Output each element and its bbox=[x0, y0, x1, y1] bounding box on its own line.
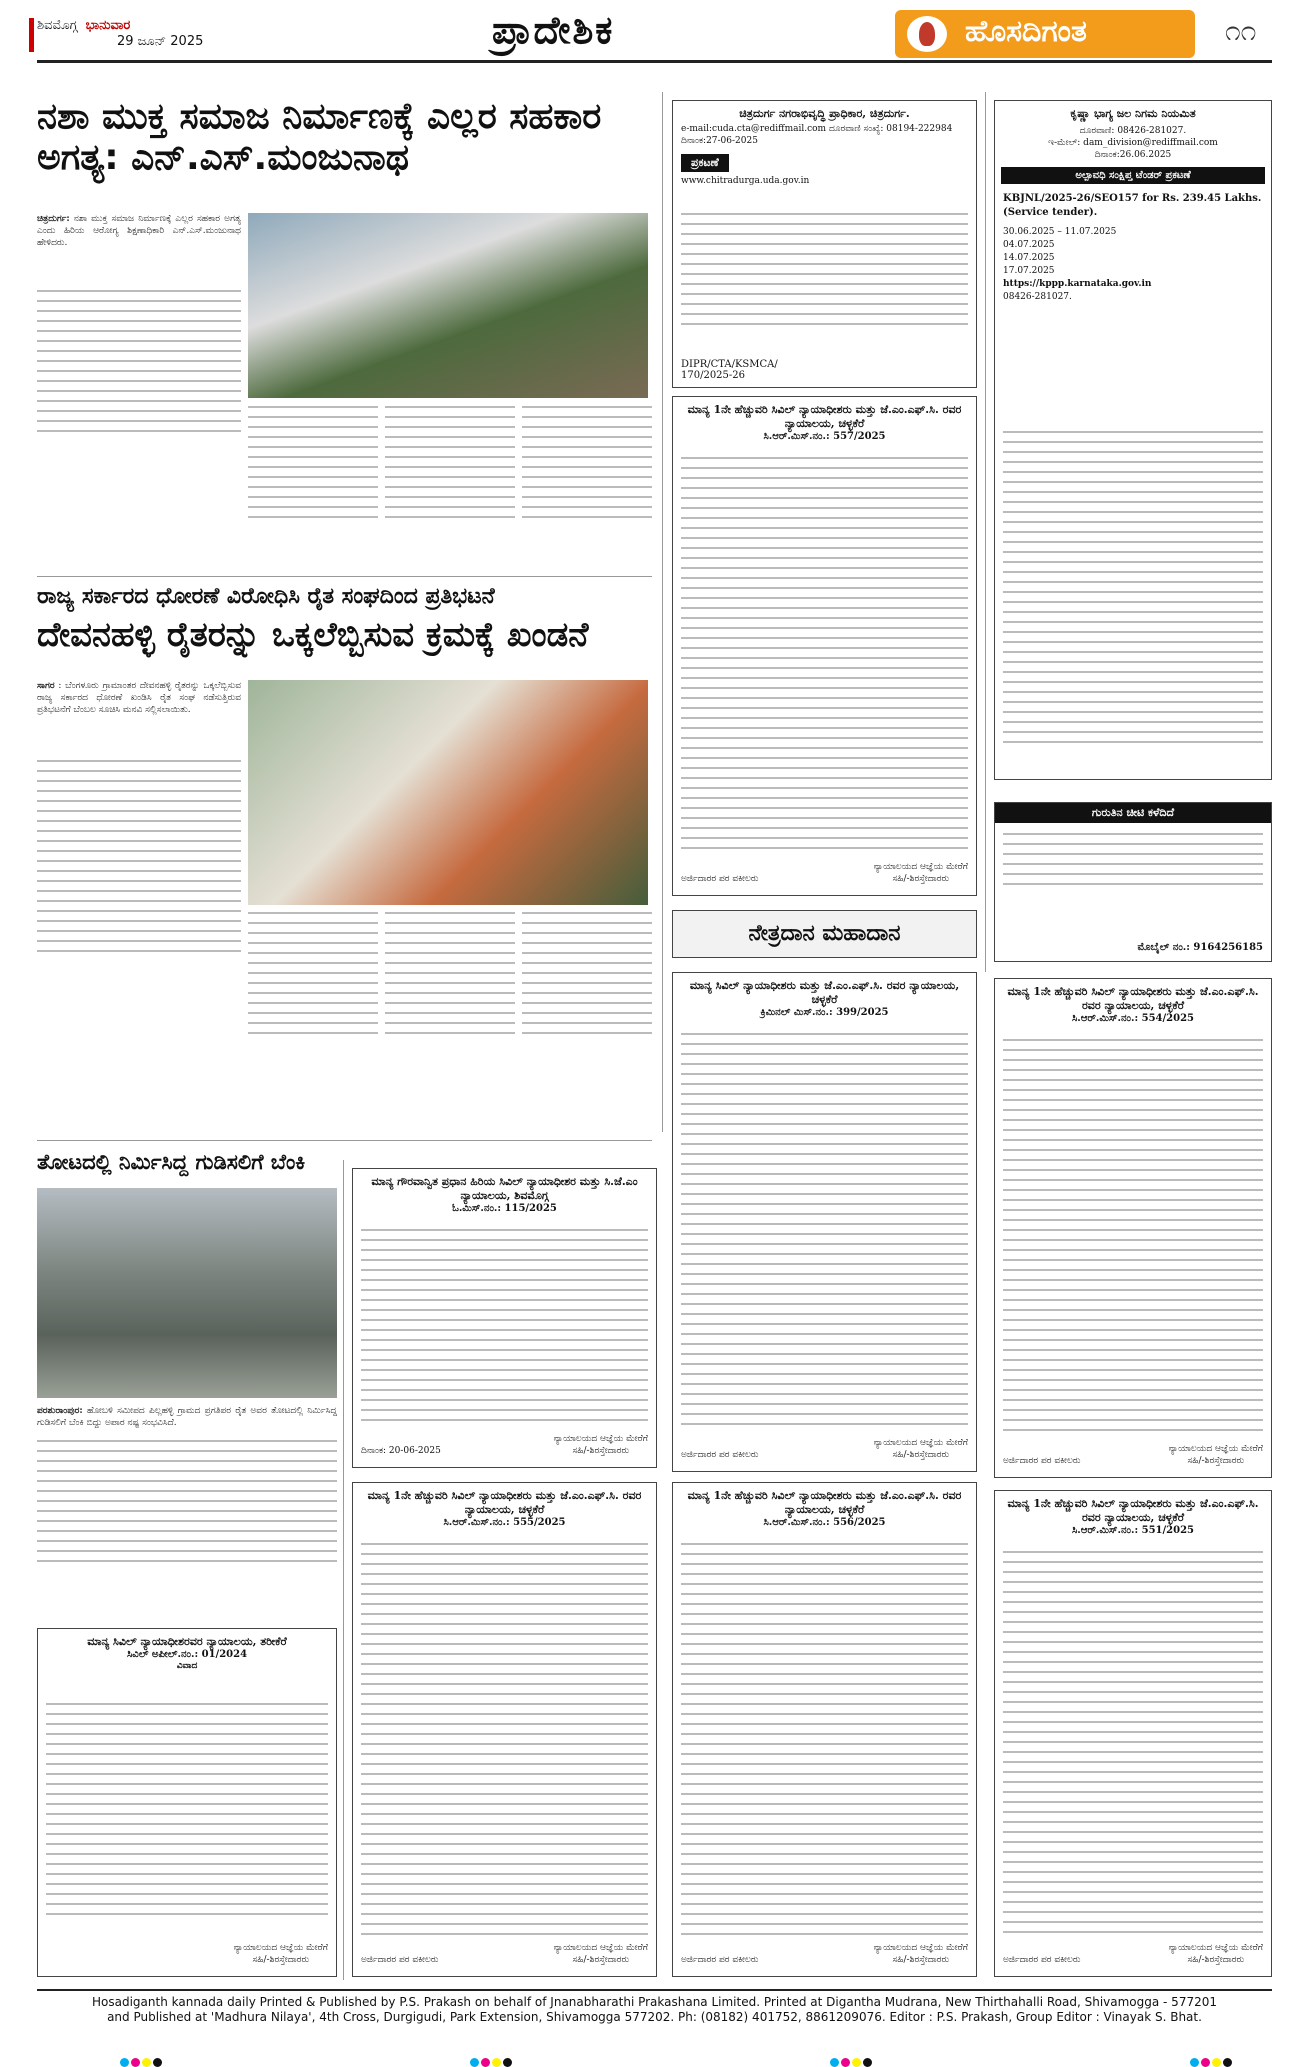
court-e-case: ಸಿ.ಆರ್.ಮಿಸ್.ನಂ.: 555/2025 bbox=[443, 1517, 566, 1528]
court-b-order bbox=[874, 1437, 968, 1461]
kbjnl-date-1: 30.06.2025 bbox=[1003, 227, 1055, 237]
cuda-phone: ದೂರವಾಣಿ ಸಂಖ್ಯೆ: 08194-222984 bbox=[828, 124, 953, 134]
court-notice-h bbox=[37, 1628, 337, 1977]
column-divider bbox=[662, 92, 663, 1132]
court-d-order-label: ನ್ಯಾಯಾಲಯದ ಆಜ್ಞೆಯ ಮೇರೆಗೆ bbox=[553, 1434, 648, 1444]
court-d-order bbox=[554, 1433, 648, 1457]
court-d-sd: ಸಹಿ/-ಶಿರಸ್ತೇದಾರರು bbox=[572, 1446, 630, 1456]
court-h-case: ಸಿವಿಲ್ ಅಪೀಲ್.ನಂ.: 01/2024 bbox=[126, 1649, 248, 1660]
court-d-body bbox=[361, 1229, 648, 1429]
cuda-website[interactable]: www.chitradurga.uda.gov.in bbox=[681, 176, 810, 186]
court-f-body bbox=[681, 1543, 968, 1943]
court-c-sd: ಸಹಿ/-ಶಿರಸ್ತೇದಾರರು bbox=[1187, 1456, 1245, 1466]
story3-lead-text: ಹೋಬಳಿ ಸಮೀಪದ ಪಿಲ್ಲಹಳ್ಳಿ ಗ್ರಾಮದ ಪ್ರಗತಿಪರ ರೈತ ಅವರ ತೋಟದಲ್ಲಿ ನಿರ್ಮಿಸಿದ್ದ ಗುಡಿಸಲಿಗೆ ಬೆಂಕಿ ಬಿದ್ದು ಅಪಾರ ನಷ್ಟ ಸಂಭವಿಸಿದೆ. bbox=[37, 1406, 337, 1428]
story2-kicker: ರಾಜ್ಯ ಸರ್ಕಾರದ ಧೋರಣೆ ವಿರೋಧಿಸಿ ರೈತ ಸಂಘದಿಂದ ಪ್ರತಿಭಟನೆ bbox=[37, 584, 495, 609]
court-b-sd: ಸಹಿ/-ಶಿರಸ್ತೇದಾರರು bbox=[892, 1450, 950, 1460]
court-c-body bbox=[1003, 1039, 1263, 1439]
court-g-body bbox=[1003, 1551, 1263, 1941]
eye-donation-text: ನೇತ್ರದಾನ ಮಹಾದಾನ bbox=[748, 921, 901, 946]
story1-text-col3 bbox=[385, 406, 515, 526]
brand-name: ಹೊಸದಿಗಂತ bbox=[965, 14, 1087, 49]
story3-photo bbox=[37, 1188, 337, 1398]
court-g-case: ಸಿ.ಆರ್.ಮಿಸ್.ನಂ.: 551/2025 bbox=[1072, 1525, 1194, 1536]
court-notice-a bbox=[672, 396, 977, 896]
kbjnl-title: ಕೃಷ್ಣಾ ಭಾಗ್ಯ ಜಲ ನಿಗಮ ನಿಯಮಿತ bbox=[1070, 107, 1196, 120]
court-c-order-label: ನ್ಯಾಯಾಲಯದ ಆಜ್ಞೆಯ ಮೇರೆಗೆ bbox=[1168, 1444, 1263, 1454]
court-a-advocate: ಅರ್ಜಿದಾರರ ಪರ ವಕೀಲರು bbox=[681, 874, 759, 884]
story1-text-col4 bbox=[522, 406, 652, 526]
story2-text-col1 bbox=[37, 760, 241, 960]
court-b-order-label: ನ್ಯಾಯಾಲಯದ ಆಜ್ಞೆಯ ಮೇರೆಗೆ bbox=[873, 1438, 968, 1448]
header-rule bbox=[37, 60, 1272, 63]
cuda-notice bbox=[672, 100, 977, 388]
court-notice-b bbox=[672, 972, 977, 1472]
court-f-order-label: ನ್ಯಾಯಾಲಯದ ಆಜ್ಞೆಯ ಮೇರೆಗೆ bbox=[873, 1943, 968, 1953]
court-c-advocate: ಅರ್ಜಿದಾರರ ಪರ ವಕೀಲರು bbox=[1003, 1456, 1081, 1466]
place-label: ಶಿವಮೊಗ್ಗ bbox=[37, 18, 78, 33]
court-g-order-label: ನ್ಯಾಯಾಲಯದ ಆಜ್ಞೆಯ ಮೇರೆಗೆ bbox=[1168, 1943, 1263, 1953]
kbjnl-body bbox=[1003, 431, 1263, 751]
kbjnl-notice: ಕೃಷ್ಣಾ ಭಾಗ್ಯ ಜಲ ನಿಗಮ ನಿಯಮಿತ ದೂರವಾಣಿ: 08426-281027. ಇ-ಮೇಲ್: dam_division@rediffmail.com ದಿನಾಂಕ:26.06.2025 ಅಲ್ಪಾವಧಿ ಸಂಕ್ಷಿಪ್ತ ಟೆಂಡರ್ ಪ್ರಕಟಣೆ KBJNL/2025-26/SEO157 for Rs. 239.45 Lakhs.(Service tender). 30.06.2025 – 11.07.2025 04.07.2025 14.07.2025 17.07.2025 https://kppp.karnataka.gov.in 08426-281027. bbox=[994, 100, 1272, 780]
court-c-case: ಸಿ.ಆರ್.ಮಿಸ್.ನಂ.: 554/2025 bbox=[1072, 1013, 1194, 1024]
story2-text-col3 bbox=[385, 912, 515, 1042]
dateline-block bbox=[37, 18, 203, 50]
kbjnl-email: ಇ-ಮೇಲ್: dam_division@rediffmail.com bbox=[1048, 138, 1218, 148]
court-f-title: ಮಾನ್ಯ 1ನೇ ಹೆಚ್ಚುವರಿ ಸಿವಿಲ್ ನ್ಯಾಯಾಧೀಶರು ಮತ್ತು ಜೆ.ಎಂ.ಎಫ್.ಸಿ. ರವರ ನ್ಯಾಯಾಲಯ, ಚಳ್ಳಕೆರೆ bbox=[687, 1489, 962, 1516]
id-lost-title: ಗುರುತಿನ ಚೀಟಿ ಕಳೆದಿದೆ bbox=[995, 803, 1271, 823]
column-divider bbox=[343, 1160, 344, 1980]
story2-text-col4 bbox=[522, 912, 652, 1042]
story2-text-col2 bbox=[248, 912, 378, 1042]
court-b-body bbox=[681, 1033, 968, 1433]
kbjnl-portal[interactable]: https://kppp.karnataka.gov.in bbox=[1003, 279, 1152, 289]
court-h-order bbox=[234, 1942, 328, 1966]
page-number: ೧೧ bbox=[1225, 14, 1257, 47]
story1-text-col1 bbox=[37, 290, 241, 440]
kbjnl-date-2: 11.07.2025 bbox=[1064, 227, 1117, 237]
court-a-sd: ಸಹಿ/-ಶಿರಸ್ತೇದಾರರು bbox=[892, 874, 950, 884]
section-title: ಪ್ರಾದೇಶಿಕ bbox=[492, 8, 615, 52]
day-label: ಭಾನುವಾರ bbox=[85, 18, 131, 33]
court-g-order bbox=[1169, 1942, 1263, 1966]
kbjnl-phone-2: 08426-281027. bbox=[1003, 292, 1072, 302]
imprint-footer bbox=[37, 1989, 1272, 2025]
story1-text-col2 bbox=[248, 406, 378, 526]
imprint-line-2: and Published at 'Madhura Nilaya', 4th Cross, Durgigudi, Park Extension, Shivamogga 577202. Ph: (08182) 401752, 8861209076. Editor : P.S. Prakash, Group Editor : Vinayak S. Bhat. bbox=[107, 2010, 1202, 2024]
story3-headline: ತೋಟದಲ್ಲಿ ನಿರ್ಮಿಸಿದ್ದ ಗುಡಿಸಲಿಗೆ ಬೆಂಕಿ bbox=[37, 1150, 306, 1174]
masthead bbox=[37, 8, 1272, 58]
court-a-order-label: ನ್ಯಾಯಾಲಯದ ಆಜ್ಞೆಯ ಮೇರೆಗೆ bbox=[873, 862, 968, 872]
court-e-sd: ಸಹಿ/-ಶಿರಸ್ತೇದಾರರು bbox=[572, 1955, 630, 1965]
story-separator bbox=[37, 576, 652, 577]
lamp-icon bbox=[907, 16, 947, 52]
court-b-case: ಕ್ರಿಮಿನಲ್ ಮಿಸ್.ನಂ.: 399/2025 bbox=[760, 1007, 889, 1018]
court-f-sd: ಸಹಿ/-ಶಿರಸ್ತೇದಾರರು bbox=[892, 1955, 950, 1965]
court-g-title: ಮಾನ್ಯ 1ನೇ ಹೆಚ್ಚುವರಿ ಸಿವಿಲ್ ನ್ಯಾಯಾಧೀಶರು ಮತ್ತು ಜೆ.ಎಂ.ಎಫ್.ಸಿ. ರವರ ನ್ಯಾಯಾಲಯ, ಚಳ್ಳಕೆರೆ bbox=[1007, 1497, 1259, 1524]
story3-lead bbox=[37, 1405, 337, 1429]
court-h-order-label: ನ್ಯಾಯಾಲಯದ ಆಜ್ಞೆಯ ಮೇರೆಗೆ bbox=[233, 1943, 328, 1953]
court-a-order bbox=[874, 861, 968, 885]
accent-bar bbox=[29, 18, 34, 52]
registration-marks bbox=[1190, 2052, 1234, 2062]
story-separator bbox=[37, 1140, 652, 1141]
kbjnl-date-5: 17.07.2025 bbox=[1003, 266, 1055, 276]
court-f-case: ಸಿ.ಆರ್.ಮಿಸ್.ನಂ.: 556/2025 bbox=[763, 1517, 886, 1528]
cuda-dipr: DIPR/CTA/KSMCA/ 170/2025-26 bbox=[681, 359, 778, 381]
kbjnl-date: ದಿನಾಂಕ:26.06.2025 bbox=[1094, 150, 1172, 160]
registration-marks bbox=[470, 2052, 514, 2062]
column-divider bbox=[985, 92, 986, 972]
imprint-line-1: Hosadiganth kannada daily Printed & Published by P.S. Prakash on behalf of Jnanabharathi Prakashana Limited. Printed at Digantha Mudrana, New Thirthahalli Road, Shivamogga - 577201 bbox=[92, 1995, 1217, 2009]
id-lost-body bbox=[1003, 833, 1263, 893]
court-g-advocate: ಅರ್ಜಿದಾರರ ಪರ ವಕೀಲರು bbox=[1003, 1955, 1081, 1965]
court-a-case: ಸಿ.ಆರ್.ಮಿಸ್.ನಂ.: 557/2025 bbox=[763, 431, 886, 442]
story1-photo bbox=[248, 213, 648, 398]
story2-photo bbox=[248, 680, 648, 905]
story1-dateline: ಚಿತ್ರದುರ್ಗ: bbox=[37, 214, 70, 224]
court-notice-e bbox=[352, 1482, 657, 1977]
kbjnl-date-4: 14.07.2025 bbox=[1003, 253, 1055, 263]
court-a-title: ಮಾನ್ಯ 1ನೇ ಹೆಚ್ಚುವರಿ ಸಿವಿಲ್ ನ್ಯಾಯಾಧೀಶರು ಮತ್ತು ಜೆ.ಎಂ.ಎಫ್.ಸಿ. ರವರ ನ್ಯಾಯಾಲಯ, ಚಳ್ಳಕೆರೆ bbox=[687, 403, 962, 430]
cuda-title: ಚಿತ್ರದುರ್ಗ ನಗರಾಭಿವೃದ್ಧಿ ಪ್ರಾಧಿಕಾರ, ಚಿತ್ರದುರ್ಗ. bbox=[739, 107, 910, 120]
registration-marks bbox=[830, 2052, 874, 2062]
registration-marks bbox=[120, 2052, 164, 2062]
court-e-advocate: ಅರ್ಜಿದಾರರ ಪರ ವಕೀಲರು bbox=[361, 1955, 439, 1965]
court-a-body bbox=[681, 457, 968, 857]
court-f-advocate: ಅರ್ಜಿದಾರರ ಪರ ವಕೀಲರು bbox=[681, 1955, 759, 1965]
story3-dateline: ಪರಶುರಾಂಪುರ: bbox=[37, 1406, 83, 1416]
court-d-title: ಮಾನ್ಯ ಗೌರವಾನ್ವಿತ ಪ್ರಧಾನ ಹಿರಿಯ ಸಿವಿಲ್ ನ್ಯಾಯಾಧೀಶರ ಮತ್ತು ಸಿ.ಜೆ.ಎಂ ನ್ಯಾಯಾಲಯ, ಶಿವಮೊಗ್ಗ bbox=[371, 1175, 638, 1202]
court-b-title: ಮಾನ್ಯ ಸಿವಿಲ್ ನ್ಯಾಯಾಧೀಶರು ಮತ್ತು ಜೆ.ಎಂ.ಎಫ್.ಸಿ. ರವರ ನ್ಯಾಯಾಲಯ, ಚಳ್ಳಕೆರೆ bbox=[689, 979, 960, 1006]
court-notice-d bbox=[352, 1168, 657, 1468]
id-lost-mobile: ಮೊಬೈಲ್ ನಂ.: 9164256185 bbox=[1137, 942, 1263, 953]
court-c-order bbox=[1169, 1443, 1263, 1467]
kbjnl-phone: ದೂರವಾಣಿ: 08426-281027. bbox=[1079, 126, 1187, 136]
court-g-sd: ಸಹಿ/-ಶಿರಸ್ತೇದಾರರು bbox=[1187, 1955, 1245, 1965]
court-e-title: ಮಾನ್ಯ 1ನೇ ಹೆಚ್ಚುವರಿ ಸಿವಿಲ್ ನ್ಯಾಯಾಧೀಶರು ಮತ್ತು ಜೆ.ಎಂ.ಎಫ್.ಸಿ. ರವರ ನ್ಯಾಯಾಲಯ, ಚಳ್ಳಕೆರೆ bbox=[367, 1489, 642, 1516]
kbjnl-tag: ಅಲ್ಪಾವಧಿ ಸಂಕ್ಷಿಪ್ತ ಟೆಂಡರ್ ಪ್ರಕಟಣೆ bbox=[1001, 167, 1265, 184]
court-notice-f bbox=[672, 1482, 977, 1977]
court-e-order bbox=[554, 1942, 648, 1966]
court-b-advocate: ಅರ್ಜಿದಾರರ ಪರ ವಕೀಲರು bbox=[681, 1450, 759, 1460]
kbjnl-date-3: 04.07.2025 bbox=[1003, 240, 1055, 250]
court-notice-g bbox=[994, 1490, 1272, 1977]
story2-lead: ಸಾಗರ : ಬೆಂಗಳೂರು ಗ್ರಾಮಾಂತರ ದೇವನಹಳ್ಳಿ ರೈತರನ್ನು ಒಕ್ಕಲೆಬ್ಬಿಸುವ ರಾಜ್ಯ ಸರ್ಕಾರದ ಧೋರಣೆ ಖಂಡಿಸಿ ರೈತ ಸಂಘ ನಡೆಸುತ್ತಿರುವ ಪ್ರತಿಭಟನೆಗೆ ಬೆಂಬಲ ಸೂಚಿಸಿ ಮನವಿ ಸಲ್ಲಿಸಲಾಯಿತು. bbox=[37, 681, 241, 715]
court-h-sd: ಸಹಿ/-ಶಿರಸ್ತೇದಾರರು bbox=[252, 1955, 310, 1965]
id-lost-notice bbox=[994, 802, 1272, 962]
date-label: 29 ಜೂನ್ 2025 bbox=[117, 34, 204, 49]
court-f-order bbox=[874, 1942, 968, 1966]
brand-logo bbox=[895, 10, 1195, 58]
story1-headline: ನಶಾ ಮುಕ್ತ ಸಮಾಜ ನಿರ್ಮಾಣಕ್ಕೆ ಎಲ್ಲರ ಸಹಕಾರ ಅಗತ್ಯ: ಎನ್.ಎಸ್.ಮಂಜುನಾಥ bbox=[37, 96, 602, 179]
court-c-title: ಮಾನ್ಯ 1ನೇ ಹೆಚ್ಚುವರಿ ಸಿವಿಲ್ ನ್ಯಾಯಾಧೀಶರು ಮತ್ತು ಜೆ.ಎಂ.ಎಫ್.ಸಿ. ರವರ ನ್ಯಾಯಾಲಯ, ಚಳ್ಳಕೆರೆ bbox=[1007, 985, 1259, 1012]
story2-headline: ದೇವನಹಳ್ಳಿ ರೈತರನ್ನು ಒಕ್ಕಲೆಬ್ಬಿಸುವ ಕ್ರಮಕ್ಕೆ ಖಂಡನೆ bbox=[37, 615, 589, 655]
court-notice-c bbox=[994, 978, 1272, 1478]
cuda-tag: ಪ್ರಕಟಣೆ bbox=[681, 154, 729, 172]
court-e-order-label: ನ್ಯಾಯಾಲಯದ ಆಜ್ಞೆಯ ಮೇರೆಗೆ bbox=[553, 1943, 648, 1953]
story1-lead-text: ನಶಾ ಮುಕ್ತ ಸಮಾಜ ನಿರ್ಮಾಣಕ್ಕೆ ಎಲ್ಲರ ಸಹಕಾರ ಅಗತ್ಯ ಎಂದು ಹಿರಿಯ ಆರೋಗ್ಯ ಶಿಕ್ಷಣಾಧಿಕಾರಿ ಎನ್.ಎಸ್.ಮಂಜುನಾಥ ಹೇಳಿದರು. bbox=[37, 214, 241, 248]
court-e-body bbox=[361, 1543, 648, 1943]
story2-dateline: ಸಾಗರ bbox=[37, 681, 55, 691]
court-d-date: ದಿನಾಂಕ: 20-06-2025 bbox=[361, 1446, 441, 1456]
cuda-date: ದಿನಾಂಕ:27-06-2025 bbox=[681, 136, 758, 146]
court-d-case: ಓ.ಮಿಸ್.ನಂ.: 115/2025 bbox=[452, 1203, 557, 1214]
court-h-vivada: ವಿವಾದ bbox=[176, 1661, 198, 1671]
cuda-body bbox=[681, 213, 968, 333]
kbjnl-tender: KBJNL/2025-26/SEO157 for Rs. 239.45 Lakhs.(Service tender). bbox=[1003, 193, 1262, 218]
story1-lead bbox=[37, 213, 241, 249]
cuda-email: e-mail:cuda.cta@rediffmail.com bbox=[681, 124, 827, 134]
court-h-title: ಮಾನ್ಯ ಸಿವಿಲ್ ನ್ಯಾಯಾಧೀಶರವರ ನ್ಯಾಯಾಲಯ, ತರೀಕೆರೆ bbox=[87, 1635, 287, 1648]
eye-donation-box bbox=[672, 910, 977, 958]
story3-text bbox=[37, 1440, 337, 1570]
court-h-body bbox=[46, 1703, 328, 1923]
story2-lead-text: ಬೆಂಗಳೂರು ಗ್ರಾಮಾಂತರ ದೇವನಹಳ್ಳಿ ರೈತರನ್ನು ಒಕ್ಕಲೆಬ್ಬಿಸುವ ರಾಜ್ಯ ಸರ್ಕಾರದ ಧೋರಣೆ ಖಂಡಿಸಿ ರೈತ ಸಂಘ ನಡೆಸುತ್ತಿರುವ ಪ್ರತಿಭಟನೆಗೆ ಬೆಂಬಲ ಸೂಚಿಸಿ ಮನವಿ ಸಲ್ಲಿಸಲಾಯಿತು. bbox=[37, 681, 241, 715]
